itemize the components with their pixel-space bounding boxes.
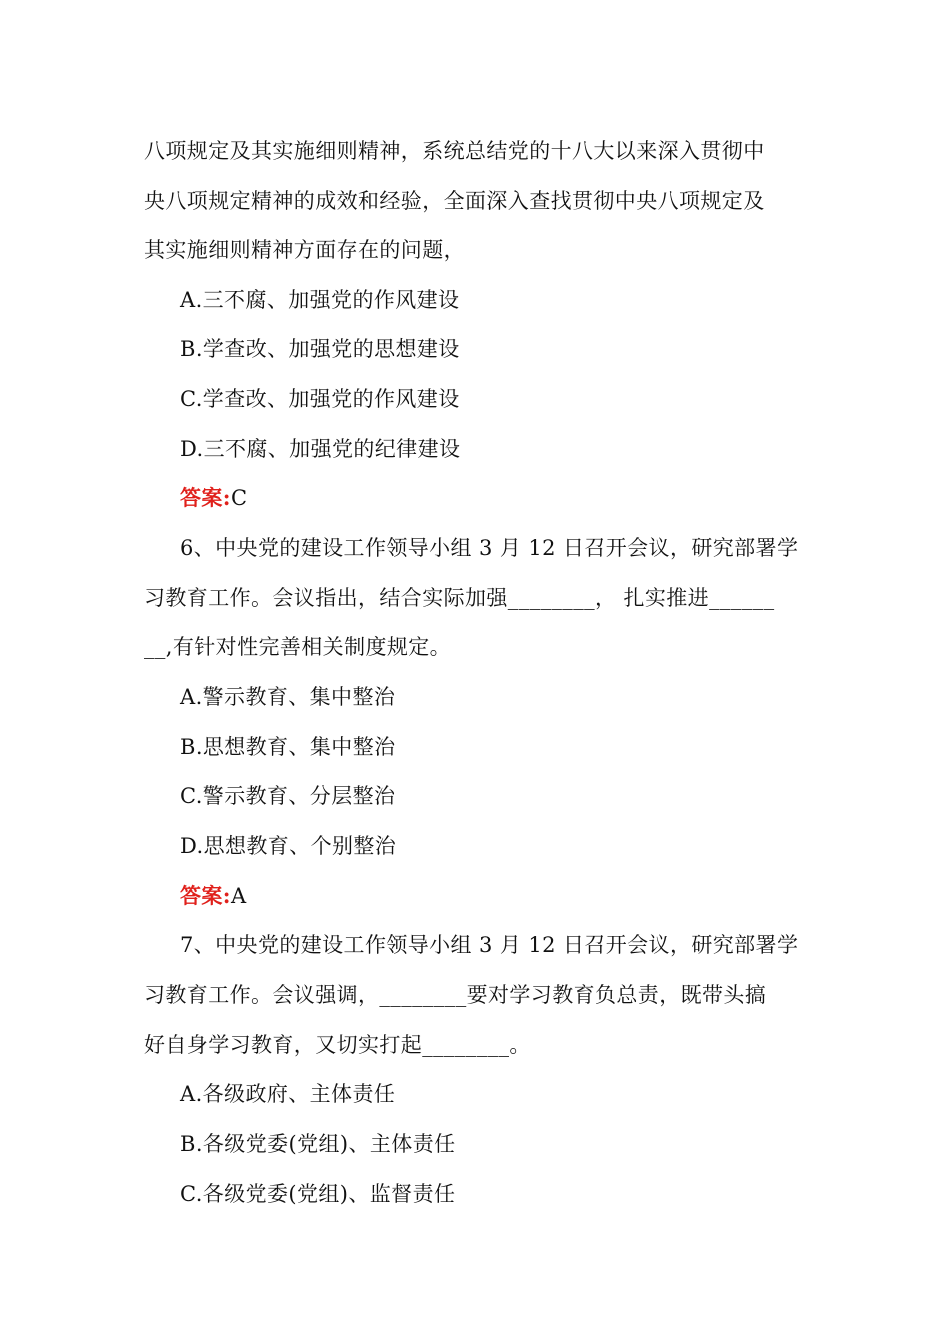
option-d: D.思想教育、个别整治: [180, 834, 397, 858]
question-line: 6、中央党的建设工作领导小组 3 月 12 日召开会议，研究部署学: [180, 536, 799, 560]
paragraph-line: 央八项规定精神的成效和经验，全面深入查找贯彻中央八项规定及: [144, 189, 765, 213]
question-line: 好自身学习教育，又切实打起________。: [144, 1033, 531, 1057]
answer-value: A: [230, 884, 247, 908]
answer-line: [180, 881, 247, 911]
option-c: C.各级党委(党组)、监督责任: [180, 1182, 456, 1206]
answer-label: 答案:: [180, 485, 231, 510]
option-b: B.学查改、加强党的思想建设: [180, 337, 460, 361]
answer-label: 答案:: [180, 883, 231, 908]
option-b: B.思想教育、集中整治: [180, 735, 396, 759]
option-b: B.各级党委(党组)、主体责任: [180, 1132, 456, 1156]
question-line: 习教育工作。会议强调，________要对学习教育负总责，既带头搞: [144, 983, 767, 1007]
option-a: A.警示教育、集中整治: [180, 685, 396, 709]
question-line: 习教育工作。会议指出，结合实际加强________， 扎实推进______: [144, 586, 775, 610]
answer-line: [180, 483, 247, 513]
question-line: __,有针对性完善相关制度规定。: [144, 635, 452, 659]
question-line: 7、中央党的建设工作领导小组 3 月 12 日召开会议，研究部署学: [180, 933, 799, 957]
option-c: C.警示教育、分层整治: [180, 784, 396, 808]
option-c: C.学查改、加强党的作风建设: [180, 387, 460, 411]
option-a: A.各级政府、主体责任: [180, 1082, 396, 1106]
answer-value: C: [230, 486, 248, 510]
paragraph-line: 其实施细则精神方面存在的问题，: [144, 238, 465, 262]
option-a: A.三不腐、加强党的作风建设: [180, 288, 460, 312]
paragraph-line: 八项规定及其实施细则精神，系统总结党的十八大以来深入贯彻中: [144, 139, 765, 163]
option-d: D.三不腐、加强党的纪律建设: [180, 437, 461, 461]
